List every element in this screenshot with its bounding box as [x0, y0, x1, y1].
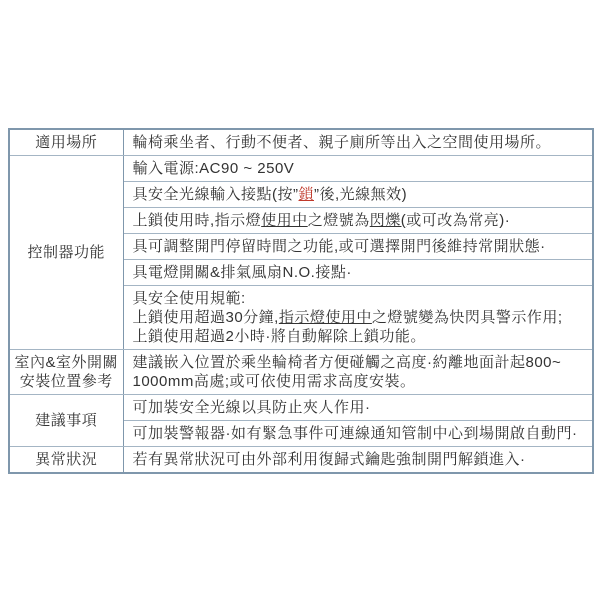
row-header: [9, 447, 123, 474]
row-header: [9, 156, 123, 350]
row-header: [9, 350, 123, 395]
row-header: [9, 129, 123, 156]
spec-text-segment: 輪椅乘坐者、行動不便者、親子廁所等出入之空間使用場所。: [132, 134, 552, 151]
spec-text-segment: 上鎖使用超過2小時·將自動解除上鎖功能。: [132, 328, 426, 345]
row-header: [9, 395, 123, 447]
spec-table-body: [9, 129, 593, 473]
spec-text-segment: 具安全使用規範:: [132, 290, 246, 307]
spec-text-segment: 之燈號變為快閃具警示作用;: [371, 309, 563, 326]
table-row: [9, 156, 593, 182]
row-header-label: 安裝位置參考: [19, 373, 113, 390]
row-header-label: 異常狀況: [35, 451, 98, 468]
spec-text-segment: 可加裝安全光線以具防止夾人作用·: [132, 399, 371, 416]
spec-text-segment: 建議嵌入位置於乘坐輪椅者方便碰觸之高度·約離地面計起800~: [132, 354, 562, 371]
spec-text-segment: 具電燈開關&排氣風扇N.O.接點·: [132, 264, 352, 281]
spec-cell: [123, 208, 593, 234]
row-header-label: 控制器功能: [27, 244, 105, 261]
lock-highlight-text: 鎖: [298, 186, 315, 203]
table-row: [9, 395, 593, 421]
spec-cell: [123, 129, 593, 156]
spec-text-segment: 具可調整開門停留時間之功能,或可選擇開門後維持常開狀態·: [132, 238, 546, 255]
spec-text-segment: 使用中: [261, 212, 308, 229]
spec-cell: [123, 447, 593, 474]
table-row: [9, 350, 593, 395]
spec-cell: [123, 234, 593, 260]
table-row: [9, 129, 593, 156]
spec-text-segment: 1000mm高處;或可依使用需求高度安裝。: [132, 373, 416, 390]
spec-text-segment: 具安全光線輸入接點(按”: [132, 186, 299, 203]
spec-cell: [123, 421, 593, 447]
row-header-label: 室內&室外開關: [14, 354, 118, 371]
spec-text-segment: 之燈號為: [307, 212, 370, 229]
spec-text-segment: 閃爍(: [369, 212, 407, 229]
spec-cell: [123, 156, 593, 182]
spec-cell: [123, 395, 593, 421]
row-header-label: 建議事項: [35, 412, 98, 429]
spec-table: [8, 128, 594, 474]
spec-cell: [123, 182, 593, 208]
spec-text-segment: 輸入電源:AC90 ~ 250V: [132, 160, 295, 177]
spec-cell: [123, 350, 593, 395]
table-row: [9, 447, 593, 474]
spec-text-segment: 上鎖使用時,指示燈: [132, 212, 262, 229]
spec-text-segment: 指示燈使用中: [278, 309, 372, 326]
spec-text-segment: 上鎖使用超過30分鐘,: [132, 309, 279, 326]
spec-text-segment: 或可改為常亮)·: [406, 212, 511, 229]
spec-cell: [123, 286, 593, 350]
spec-text-segment: 可加裝警報器·如有緊急事件可連線通知管制中心到場開啟自動門·: [132, 425, 578, 442]
spec-cell: [123, 260, 593, 286]
spec-text-segment: 若有異常狀況可由外部利用復歸式鑰匙強制開門解鎖進入·: [132, 451, 526, 468]
spec-text-segment: ”後,光線無效): [314, 186, 408, 203]
row-header-label: 適用場所: [35, 134, 98, 151]
